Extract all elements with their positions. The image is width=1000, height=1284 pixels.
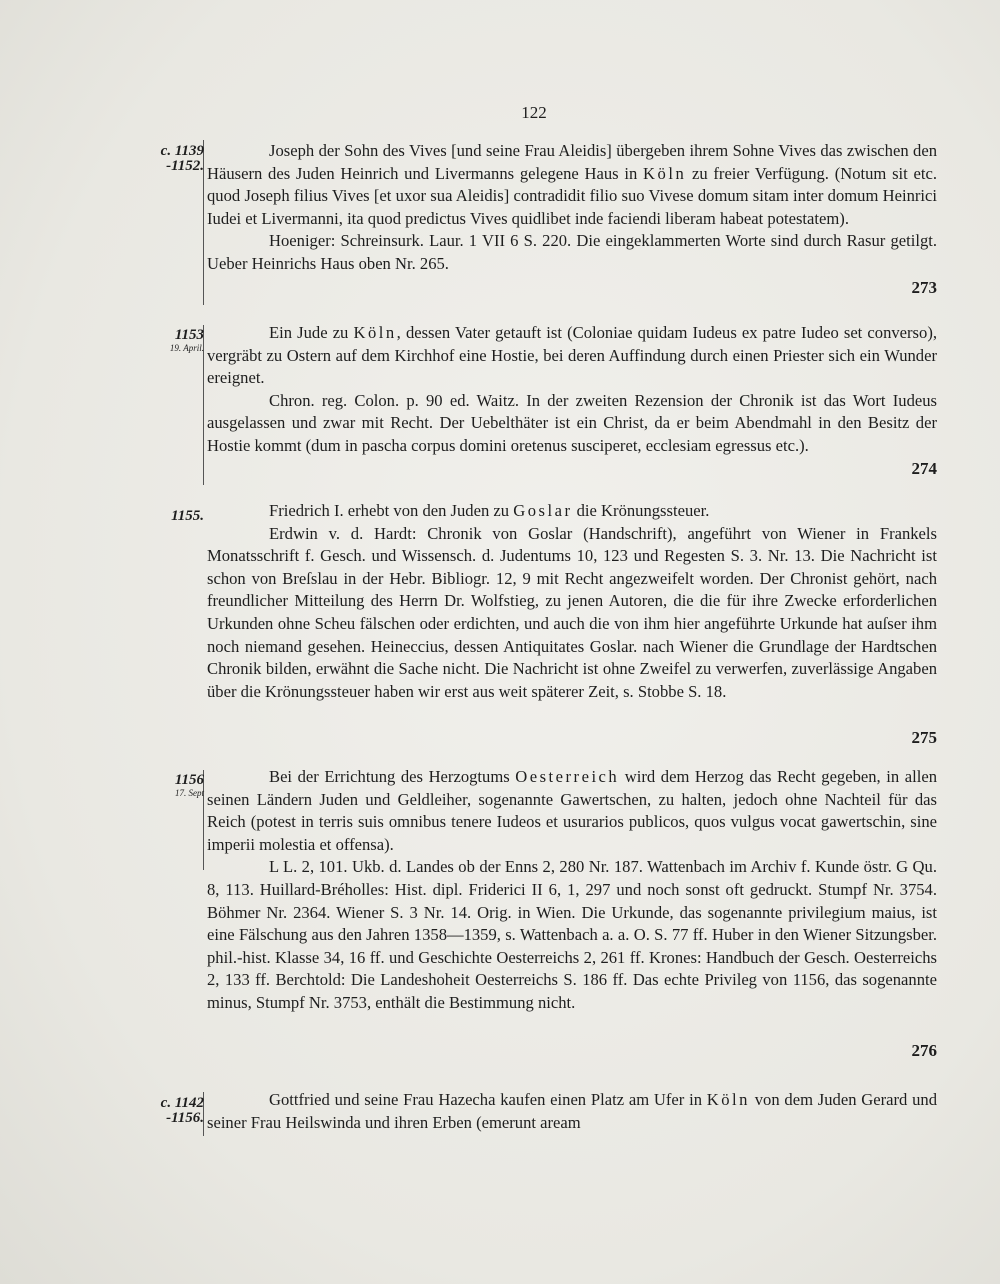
entry-number: 273 — [911, 278, 937, 297]
place-name: Goslar — [513, 501, 573, 520]
entry-text-part: Bei der Errichtung des Herzogtums — [269, 767, 516, 786]
place-name: Köln — [706, 1090, 750, 1109]
date-line: 1156 — [174, 772, 204, 788]
place-name: Köln — [353, 323, 397, 342]
entry-text-part: die Krönungssteuer. — [572, 501, 710, 520]
date-line: 1153 — [174, 327, 204, 343]
entry-text-part: zu freier Verfügung. (Notum sit etc. quod Joseph filius Vives [et uxor sua Aleidis] contradidit filio suo Vivese domum sitam inter domum Heinrici Iudei et Livermanni, ita quod predictus Vives quidlibet inde faciendi liberam habeat potestatem). — [207, 163, 937, 228]
entry-text-part: Joseph der Sohn des Vives [und seine Frau Aleidis] übergeben ihrem Sohne Vives das zwischen den Häusern des Juden Heinrich und Livermanns gelegene Haus in — [207, 141, 937, 183]
date-line: -1156. — [166, 1110, 204, 1126]
entry-text — [207, 322, 937, 390]
margin-date — [112, 328, 204, 354]
entry-text — [207, 1089, 937, 1134]
entry-body — [207, 140, 937, 276]
margin-date — [112, 773, 204, 799]
entry-text — [207, 500, 937, 523]
entry-text — [207, 140, 937, 230]
entry-body — [207, 1089, 937, 1134]
date-line: c. 1142 — [160, 1095, 204, 1111]
entry-text-part: von dem Juden Gerard und seiner Frau Heilswinda und ihren Erben (emerunt aream — [207, 1090, 938, 1132]
entry-number: 276 — [911, 1041, 937, 1060]
entry-text-part: , dessen Vater getauft ist (Coloniae quidam Iudeus ex patre Iudeo set converso), vergräbt zu Ostern auf dem Kirchhof eine Hostie, bei deren Auffindung durch einen Priester sich ein Wunder ereignet. — [207, 323, 937, 388]
source-note: Erdwin v. d. Hardt: Chronik von Goslar (Handschrift), angeführt von Wiener in Frankels Monatsschrift f. Gesch. und Wissensch. d. Judentums 10, 123 und Regesten S. 3. Nr. 13. Die Nachricht ist schon von Breſslau in der Hebr. Bibliogr. 12, 9 mit Recht angezweifelt worden. Der Chronist gehört, nach freundlicher Mitteilung des Herrn Dr. Wolfstieg, zu jenen Autoren, die die für ihre Zwecke erforderlichen Urkunden ohne Scheu fälschen oder erdichten, und auch die von ihm hier angeführte Urkunde hat auſser ihm noch niemand gesehen. Heineccius, dessen Antiquitates Goslar. nach Wiener die Grundlage der Hardtschen Chronik bilden, erwähnt die Sache nicht. Die Nachricht ist ohne Zweifel zu verwerfen, zuverlässige Angaben über die Krönungssteuer haben wir erst aus weit späterer Zeit, s. Stobbe S. 18. — [207, 523, 937, 701]
place-name: Köln — [643, 163, 687, 183]
margin-date — [112, 509, 204, 524]
entry-text — [207, 766, 937, 856]
margin-date — [112, 1096, 204, 1126]
date-line: 1155. — [171, 508, 204, 524]
place-name: Oesterreich — [515, 767, 620, 786]
entry-number: 275 — [911, 728, 937, 747]
entry-text-part: wird dem Herzog das Recht gegeben, in allen seinen Ländern Juden und Geldleiher, sogenannte Gawertschen, zu halten, jedoch ohne Nachteil für das Reich (potest in terris suis omnibus tenere Iudeos et usurarios publicos, quos vulgus vocat gawertschin, sine imperii molestia et offensa). — [207, 767, 937, 854]
date-line: -1152. — [166, 158, 204, 174]
page-number: 122 — [521, 103, 547, 122]
entry-body — [207, 322, 937, 458]
source-note: Chron. reg. Colon. p. 90 ed. Waitz. In der zweiten Rezension der Chronik ist das Wort Iudeus ausgelassen und zwar mit Recht. Der Uebelthäter ist ein Christ, da er beim Abendmahl in den Besitz der Hostie kommt (dum in pascha corpus domini oretenus susciperet, ecclesiam egressus etc.). — [207, 390, 937, 455]
source-note: L L. 2, 101. Ukb. d. Landes ob der Enns 2, 280 Nr. 187. Wattenbach im Archiv f. Kunde östr. G Qu. 8, 113. Huillard-Bréholles: Hist. dipl. Friderici II 6, 1, 297 und noch sonst oft gedruckt. Stumpf Nr. 3754. Böhmer Nr. 2364. Wiener S. 3 Nr. 14. Orig. in Wien. Die Urkunde, das sogenannte privilegium maius, ist eine Fälschung aus den Jahren 1358—1359, s. Wattenbach a. a. O. S. 77 ff. Huber in den Wiener Sitzungsber. phil.-hist. Klasse 34, 16 ff. und Geschichte Oesterreichs 2, 261 ff. Krones: Handbuch der Gesch. Oesterreichs 2, 133 ff. Berchtold: Die Landeshoheit Oesterreichs S. 186 ff. Das echte Privileg von 1156, das sogenannte minus, Stumpf Nr. 3753, enthält die Bestimmung nicht. — [207, 857, 937, 1012]
margin-date — [112, 144, 204, 174]
entry-text-part: Ein Jude zu — [269, 323, 354, 342]
date-line: c. 1139 — [160, 143, 204, 159]
entry-text-part: Gottfried und seine Frau Hazecha kaufen einen Platz am Ufer in — [269, 1090, 707, 1109]
date-day: 19. April. — [169, 343, 204, 353]
date-day: 17. Sept — [175, 788, 204, 798]
source-note: Hoeniger: Schreinsurk. Laur. 1 VII 6 S. 220. Die eingeklammerten Worte sind durch Rasur getilgt. Ueber Heinrichs Haus oben Nr. 265. — [207, 231, 937, 273]
entry-body — [207, 500, 937, 703]
entry-body — [207, 766, 937, 1015]
entry-text-part: Friedrich I. erhebt von den Juden zu — [269, 501, 514, 520]
entry-number: 274 — [911, 459, 937, 478]
